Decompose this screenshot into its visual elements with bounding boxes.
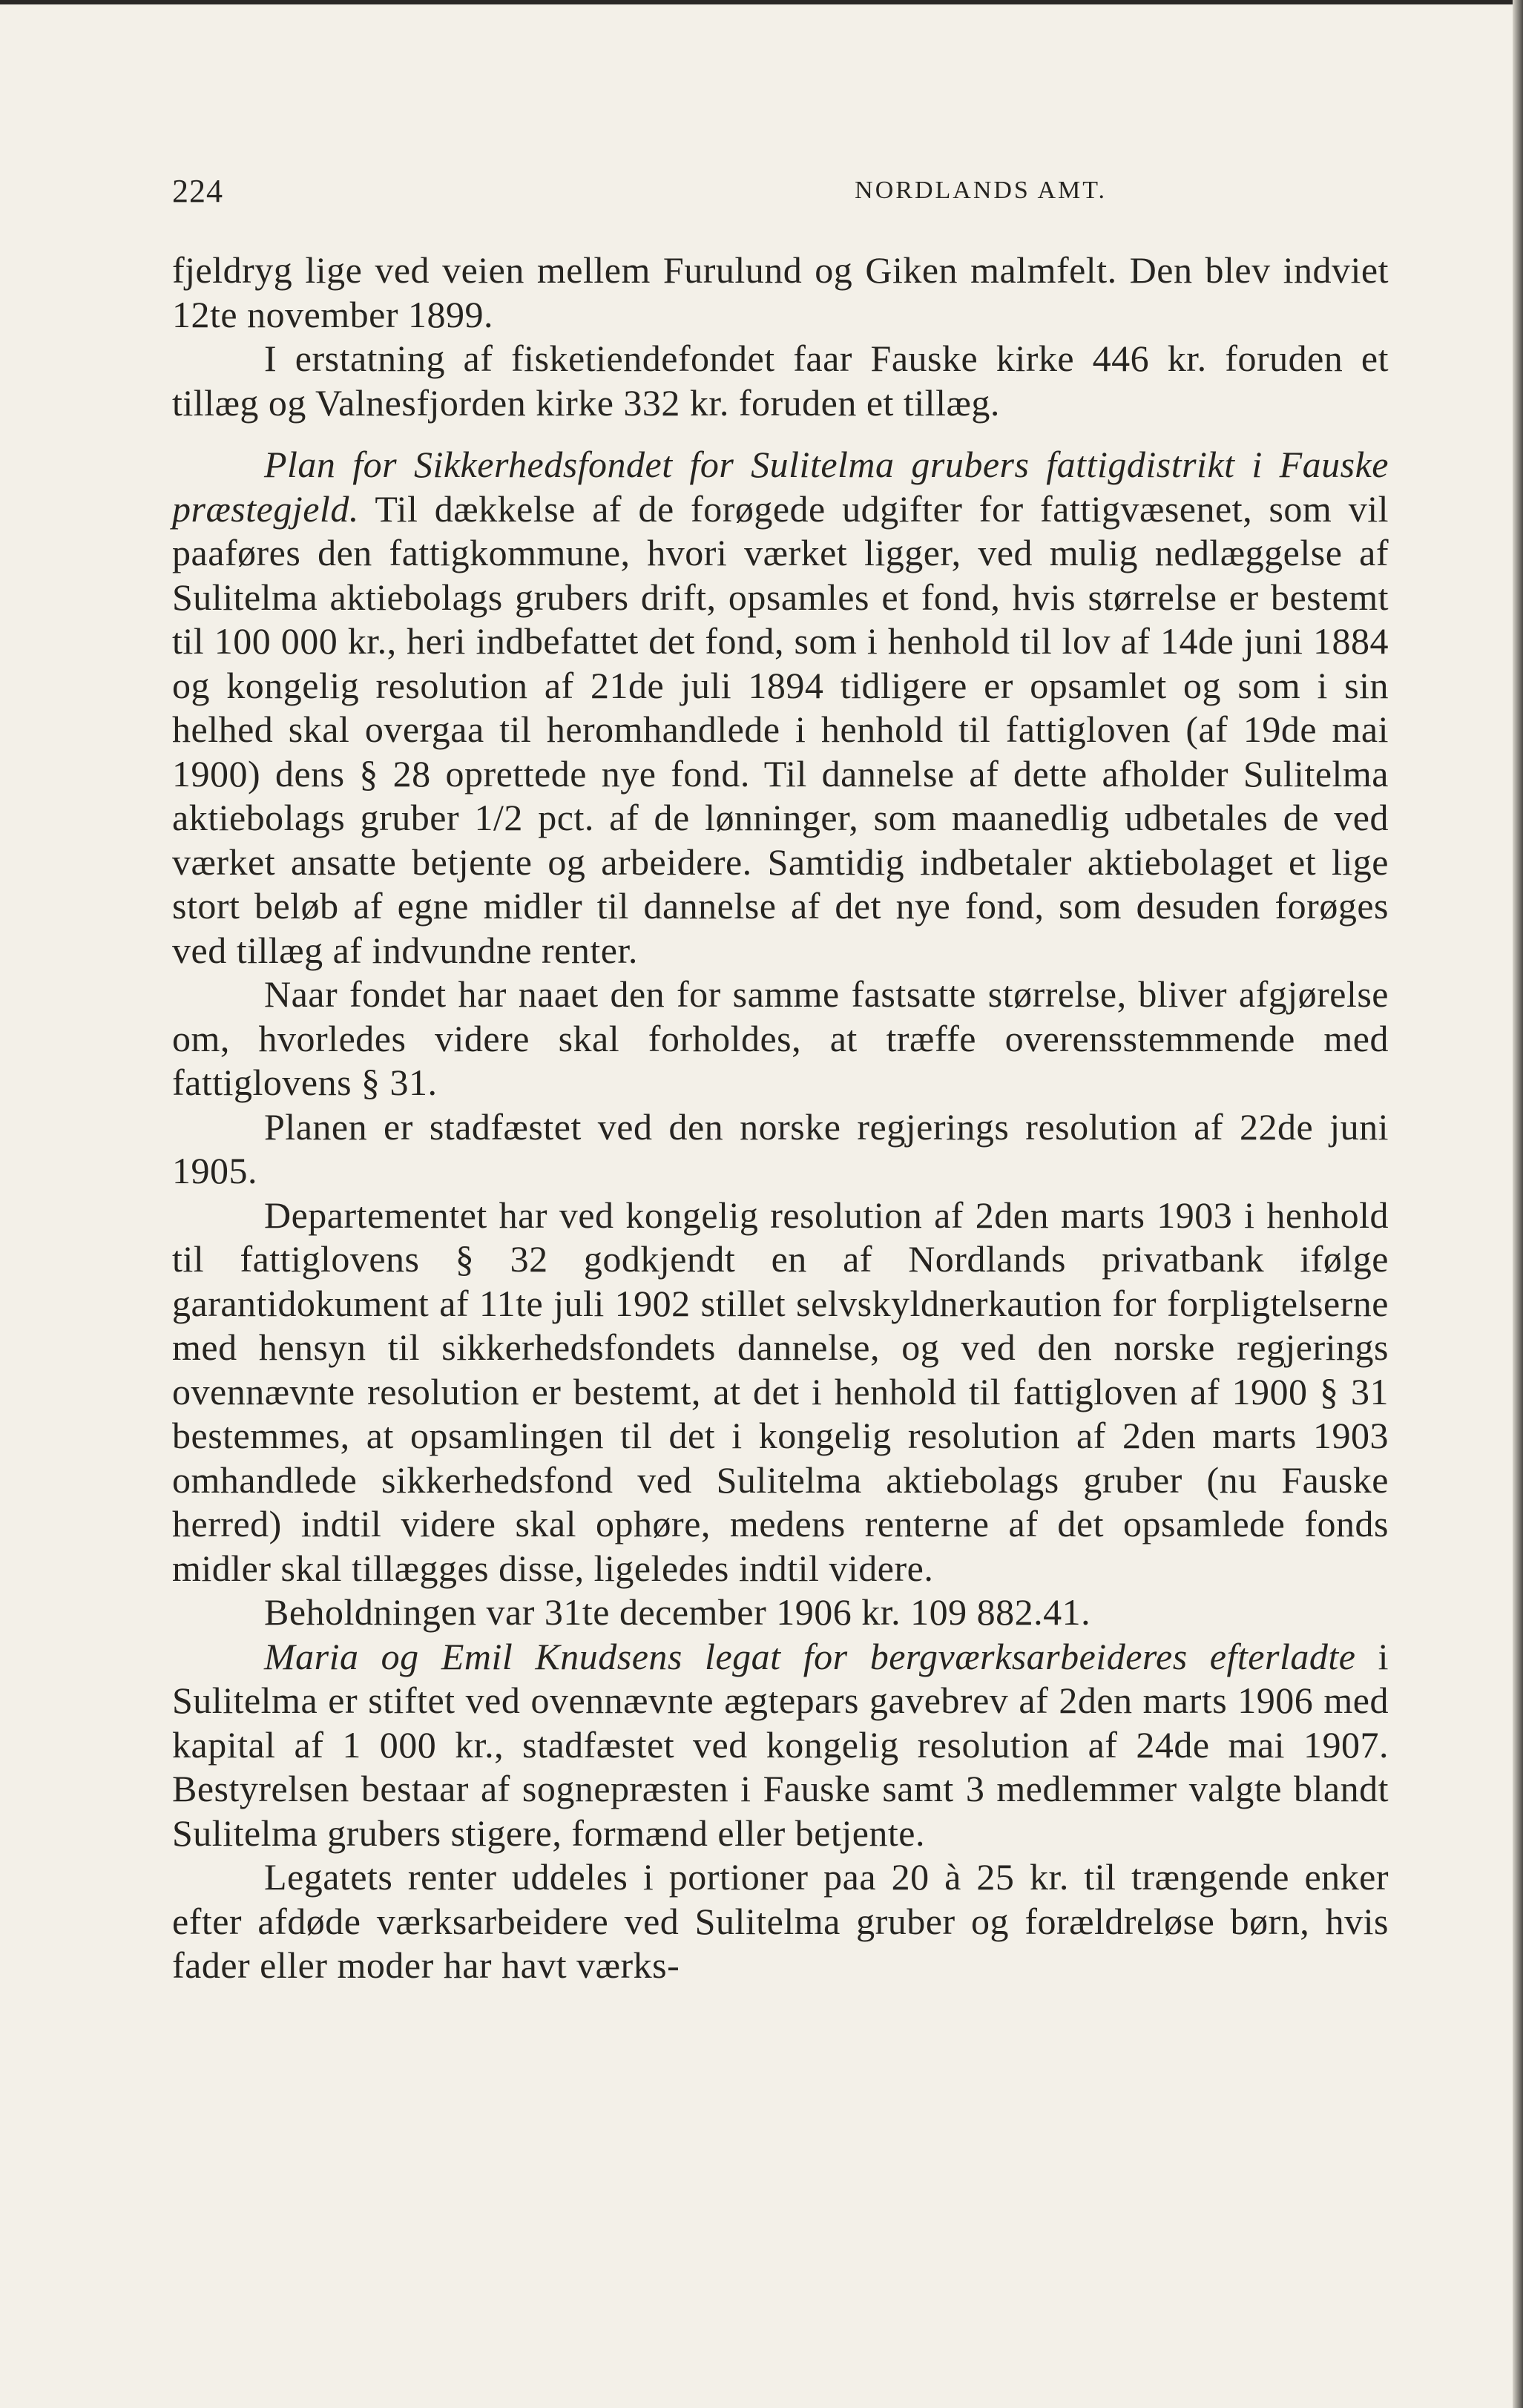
paragraph-5: Planen er stadfæstet ved den norske regjerings resolution af 22de juni 1905. <box>172 1105 1389 1191</box>
page-edge-top <box>0 0 1523 4</box>
paragraph-8 <box>172 1635 1389 1856</box>
paragraph-3-text-b: pct. af de lønninger, som maanedlig udbetales de ved værket ansatte betjente og arbeidere. Samtidig indbetaler aktiebolaget et lige stort beløb af egne midler til dannelse af det nye fond, som desuden forøges ved tillæg af indvundne renter. <box>172 797 1389 971</box>
body-text <box>172 249 1389 1988</box>
legat-title: Maria og Emil Knudsens legat for bergværksarbeideres efterladte <box>264 1635 1356 1677</box>
plan-title: Plan for Sikkerhedsfondet for Sulitelma grubers fattigdistrikt i Fauske præstegjeld. <box>172 444 1389 530</box>
running-title: NORDLANDS AMT. <box>855 177 1107 204</box>
paragraph-2: I erstatning af fisketiendefondet faar Fauske kirke 446 kr. foruden et tillæg og Valnesfjorden kirke 332 kr. foruden et tillæg. <box>172 338 1389 424</box>
paragraph-4: Naar fondet har naaet den for samme fastsatte størrelse, bliver afgjørelse om, hvorledes videre skal forholdes, at træffe overensstemmende med fattiglovens § 31. <box>172 973 1389 1103</box>
page-header <box>172 172 1389 217</box>
page-number: 224 <box>172 173 223 209</box>
page-edge-right <box>1513 0 1523 2408</box>
paragraph-3 <box>172 443 1389 973</box>
paragraph-6: Departementet har ved kongelig resolution af 2den marts 1903 i henhold til fattiglovens § 32 godkjendt en af Nordlands privatbank ifølge garantidokument af 11te juli 1902 stillet selvskyldnerkaution for forpligtelserne med hensyn til sikkerhedsfondets dannelse, og ved den norske regjerings ovennævnte resolution er bestemt, at det i henhold til fattigloven af 1900 § 31 bestemmes, at opsamlingen til det i kongelig resolution af 2den marts 1903 omhandlede sikkerhedsfond ved Sulitelma aktiebolags gruber (nu Fauske herred) indtil videre skal ophøre, medens renterne af det opsamlede fonds midler skal tillægges disse, ligeledes indtil videre. <box>172 1194 1389 1589</box>
paragraph-9: Legatets renter uddeles i portioner paa 20 à 25 kr. til trængende enker efter afdøde værksarbeidere ved Sulitelma gruber og forældreløse børn, hvis fader eller moder har havt værks- <box>172 1856 1389 1986</box>
paragraph-7: Beholdningen var 31te december 1906 kr. 109 882.41. <box>264 1591 1091 1633</box>
paragraph-3-text-a: Til dækkelse af de forøgede udgifter for fattigvæsenet, som vil paaføres den fattigkommune, hvori værket ligger, ved mulig nedlæggelse af Sulitelma aktiebolags grubers drift, opsamles et fond, hvis størrelse er bestemt til 100 000 kr., heri indbefattet det fond, som i henhold til lov af 14de juni 1884 og kongelig resolution af 21de juli 1894 tidligere er opsamlet og som i sin helhed skal overgaa til heromhandlede i henhold til fattigloven (af 19de mai 1900) dens § 28 oprettede nye fond. Til dannelse af dette afholder Sulitelma aktiebolags gruber <box>172 487 1389 838</box>
fraction-half: 1/2 <box>474 797 523 838</box>
paragraph-8-text: i Sulitelma er stiftet ved ovennævnte ægtepars gavebrev af 2den marts 1906 med kapital af 1 000 kr., stadfæstet ved kongelig resolution af 24de mai 1907. Bestyrelsen bestaar af sognepræsten i Fauske samt 3 medlemmer valgte blandt Sulitelma grubers stigere, formænd eller betjente. <box>172 1635 1389 1854</box>
paragraph-1: fjeldryg lige ved veien mellem Furulund og Giken malmfelt. Den blev indviet 12te november 1899. <box>172 249 1389 335</box>
